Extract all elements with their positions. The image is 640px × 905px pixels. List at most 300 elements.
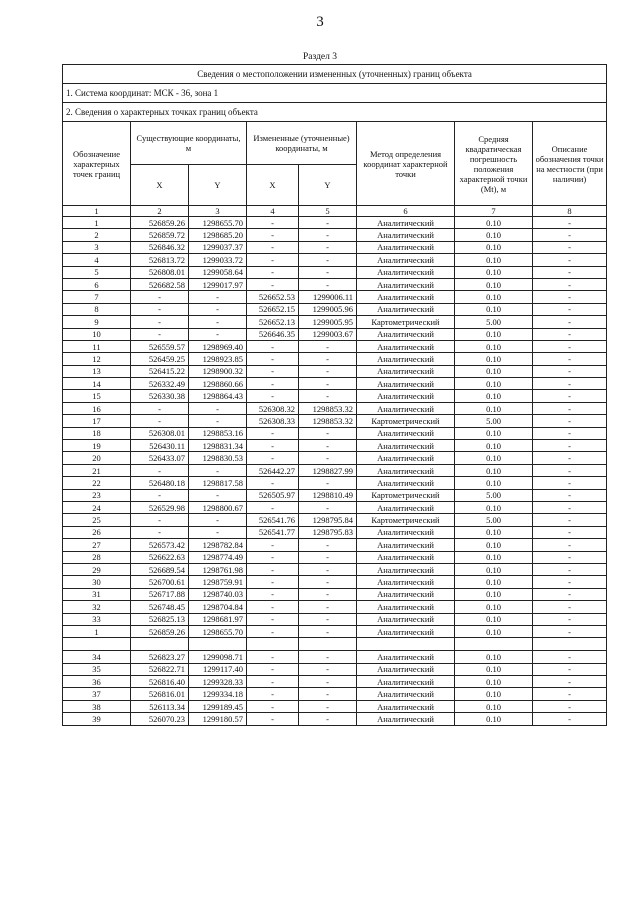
cell-method: Аналитический: [357, 551, 455, 563]
cell-description: -: [533, 688, 607, 700]
cell-description: -: [533, 291, 607, 303]
cell-changed-y: 1299006.11: [299, 291, 357, 303]
cell-method: Аналитический: [357, 328, 455, 340]
cell-changed-x: 526442.27: [247, 464, 299, 476]
cell-method: Аналитический: [357, 365, 455, 377]
cell-point-number: 15: [63, 390, 131, 402]
cell-error: 0.10: [455, 663, 533, 675]
column-number: 7: [455, 206, 533, 217]
cell-existing-y: 1298685.20: [189, 229, 247, 241]
table-row: [63, 588, 607, 600]
header-description: Описание обозначения точки на местности (при наличии): [533, 122, 607, 206]
cell-method: Аналитический: [357, 713, 455, 725]
cell-changed-y: -: [299, 266, 357, 278]
table-row: [63, 278, 607, 290]
cell-method: Аналитический: [357, 501, 455, 513]
cell-point-number: 16: [63, 402, 131, 414]
cell-point-number: 35: [63, 663, 131, 675]
cell-error: 0.10: [455, 651, 533, 663]
cell-description: -: [533, 477, 607, 489]
cell-existing-x: 526459.25: [131, 353, 189, 365]
cell-existing-y: 1298923.85: [189, 353, 247, 365]
cell-existing-x: -: [131, 514, 189, 526]
cell-point-number: 9: [63, 316, 131, 328]
cell-changed-y: 1298853.32: [299, 402, 357, 414]
cell-description: -: [533, 489, 607, 501]
cell-description: -: [533, 464, 607, 476]
empty-cell: [63, 638, 131, 651]
cell-error: 0.10: [455, 464, 533, 476]
cell-method: Аналитический: [357, 464, 455, 476]
table-row: [63, 713, 607, 725]
cell-changed-x: -: [247, 229, 299, 241]
cell-error: 0.10: [455, 563, 533, 575]
coordinate-system: 1. Система координат: МСК - 36, зона 1: [63, 84, 607, 103]
cell-changed-y: -: [299, 452, 357, 464]
cell-existing-y: 1299328.33: [189, 676, 247, 688]
cell-changed-x: -: [247, 266, 299, 278]
cell-changed-y: -: [299, 365, 357, 377]
table-row: [63, 254, 607, 266]
cell-changed-y: -: [299, 601, 357, 613]
cell-error: 0.10: [455, 452, 533, 464]
header-existing-coords: Существующие координаты, м: [131, 122, 247, 165]
cell-changed-y: -: [299, 713, 357, 725]
cell-description: -: [533, 415, 607, 427]
cell-method: Аналитический: [357, 576, 455, 588]
table-row: [63, 427, 607, 439]
cell-changed-y: -: [299, 551, 357, 563]
column-number: 6: [357, 206, 455, 217]
cell-changed-x: 526652.15: [247, 303, 299, 315]
cell-existing-y: 1299180.57: [189, 713, 247, 725]
header-changed-x: X: [247, 165, 299, 206]
cell-existing-y: -: [189, 464, 247, 476]
cell-error: 0.10: [455, 576, 533, 588]
cell-existing-x: 526816.40: [131, 676, 189, 688]
cell-description: -: [533, 651, 607, 663]
cell-point-number: 10: [63, 328, 131, 340]
cell-method: Аналитический: [357, 539, 455, 551]
cell-method: Картометрический: [357, 316, 455, 328]
cell-changed-y: -: [299, 440, 357, 452]
cell-point-number: 22: [63, 477, 131, 489]
cell-existing-x: 526113.34: [131, 700, 189, 712]
cell-description: -: [533, 700, 607, 712]
cell-description: -: [533, 378, 607, 390]
cell-changed-y: -: [299, 241, 357, 253]
cell-existing-x: 526825.13: [131, 613, 189, 625]
points-heading: 2. Сведения о характерных точках границ объекта: [63, 103, 607, 122]
cell-changed-y: -: [299, 501, 357, 513]
table-row: [63, 440, 607, 452]
cell-description: -: [533, 526, 607, 538]
cell-point-number: 28: [63, 551, 131, 563]
cell-existing-y: 1298853.16: [189, 427, 247, 439]
cell-error: 0.10: [455, 291, 533, 303]
cell-changed-x: -: [247, 378, 299, 390]
cell-existing-y: 1298774.49: [189, 551, 247, 563]
cell-changed-x: -: [247, 613, 299, 625]
cell-description: -: [533, 390, 607, 402]
cell-existing-y: 1299189.45: [189, 700, 247, 712]
cell-changed-x: -: [247, 278, 299, 290]
cell-method: Картометрический: [357, 514, 455, 526]
cell-method: Аналитический: [357, 452, 455, 464]
cell-changed-y: -: [299, 588, 357, 600]
cell-error: 0.10: [455, 526, 533, 538]
cell-existing-y: 1299117.40: [189, 663, 247, 675]
cell-changed-y: -: [299, 390, 357, 402]
cell-existing-y: 1299033.72: [189, 254, 247, 266]
cell-description: -: [533, 501, 607, 513]
empty-cell: [357, 638, 455, 651]
cell-method: Аналитический: [357, 241, 455, 253]
table-row: [63, 266, 607, 278]
cell-existing-x: 526480.18: [131, 477, 189, 489]
boundary-points-table: [62, 64, 607, 726]
table-row: [63, 663, 607, 675]
cell-error: 0.10: [455, 688, 533, 700]
cell-description: -: [533, 588, 607, 600]
cell-error: 0.10: [455, 676, 533, 688]
table-row: [63, 316, 607, 328]
cell-method: Аналитический: [357, 378, 455, 390]
cell-changed-y: -: [299, 278, 357, 290]
table-row: [63, 402, 607, 414]
table-caption: Сведения о местоположении измененных (уточненных) границ объекта: [63, 65, 607, 84]
cell-existing-y: 1298761.98: [189, 563, 247, 575]
cell-existing-y: 1298782.84: [189, 539, 247, 551]
cell-existing-x: 526308.01: [131, 427, 189, 439]
cell-error: 5.00: [455, 489, 533, 501]
cell-existing-x: 526823.27: [131, 651, 189, 663]
cell-existing-x: -: [131, 526, 189, 538]
table-row: [63, 526, 607, 538]
cell-changed-y: 1299005.96: [299, 303, 357, 315]
table-row: [63, 539, 607, 551]
cell-method: Аналитический: [357, 625, 455, 637]
cell-existing-x: 526415.22: [131, 365, 189, 377]
table-row: [63, 563, 607, 575]
cell-point-number: 3: [63, 241, 131, 253]
cell-existing-y: 1298740.03: [189, 588, 247, 600]
cell-existing-y: 1298830.53: [189, 452, 247, 464]
cell-error: 0.10: [455, 501, 533, 513]
empty-cell: [131, 638, 189, 651]
column-number-row: [63, 206, 607, 217]
cell-point-number: 8: [63, 303, 131, 315]
cell-existing-y: -: [189, 328, 247, 340]
cell-method: Аналитический: [357, 353, 455, 365]
cell-error: 0.10: [455, 217, 533, 229]
cell-changed-y: -: [299, 254, 357, 266]
cell-existing-y: -: [189, 415, 247, 427]
cell-method: Аналитический: [357, 563, 455, 575]
cell-method: Аналитический: [357, 340, 455, 352]
table-row: [63, 489, 607, 501]
cell-existing-y: 1298969.40: [189, 340, 247, 352]
cell-changed-x: -: [247, 663, 299, 675]
cell-existing-y: 1298900.32: [189, 365, 247, 377]
cell-point-number: 36: [63, 676, 131, 688]
cell-changed-y: -: [299, 353, 357, 365]
cell-changed-y: 1299005.95: [299, 316, 357, 328]
cell-existing-x: 526529.98: [131, 501, 189, 513]
cell-description: -: [533, 254, 607, 266]
cell-error: 0.10: [455, 390, 533, 402]
cell-method: Аналитический: [357, 700, 455, 712]
cell-point-number: 27: [63, 539, 131, 551]
cell-description: -: [533, 613, 607, 625]
cell-changed-y: -: [299, 613, 357, 625]
table-row: [63, 501, 607, 513]
cell-changed-x: -: [247, 340, 299, 352]
cell-point-number: 5: [63, 266, 131, 278]
cell-error: 0.10: [455, 588, 533, 600]
cell-description: -: [533, 427, 607, 439]
cell-method: Аналитический: [357, 229, 455, 241]
cell-method: Аналитический: [357, 676, 455, 688]
table-row: [63, 700, 607, 712]
cell-existing-x: 526573.42: [131, 539, 189, 551]
cell-error: 0.10: [455, 303, 533, 315]
cell-existing-x: -: [131, 316, 189, 328]
cell-changed-x: 526308.32: [247, 402, 299, 414]
cell-method: Аналитический: [357, 402, 455, 414]
cell-existing-y: 1298759.91: [189, 576, 247, 588]
cell-changed-x: 526652.53: [247, 291, 299, 303]
cell-existing-x: 526559.57: [131, 340, 189, 352]
cell-description: -: [533, 576, 607, 588]
cell-existing-y: -: [189, 291, 247, 303]
cell-error: 0.10: [455, 254, 533, 266]
cell-point-number: 1: [63, 217, 131, 229]
cell-description: -: [533, 601, 607, 613]
cell-description: -: [533, 340, 607, 352]
cell-error: 0.10: [455, 700, 533, 712]
cell-error: 0.10: [455, 601, 533, 613]
cell-description: -: [533, 278, 607, 290]
cell-existing-x: -: [131, 291, 189, 303]
cell-changed-y: -: [299, 563, 357, 575]
cell-point-number: 26: [63, 526, 131, 538]
cell-changed-x: -: [247, 390, 299, 402]
cell-existing-y: 1299037.37: [189, 241, 247, 253]
page-number: 3: [316, 14, 324, 30]
cell-existing-x: 526717.88: [131, 588, 189, 600]
cell-point-number: 13: [63, 365, 131, 377]
cell-existing-x: 526748.45: [131, 601, 189, 613]
column-number: 3: [189, 206, 247, 217]
header-existing-y: Y: [189, 165, 247, 206]
cell-changed-y: -: [299, 340, 357, 352]
cell-changed-x: -: [247, 241, 299, 253]
table-row: [63, 390, 607, 402]
column-number: 4: [247, 206, 299, 217]
cell-description: -: [533, 316, 607, 328]
cell-changed-y: -: [299, 378, 357, 390]
column-number: 1: [63, 206, 131, 217]
header-changed-coords: Измененные (уточненные) координаты, м: [247, 122, 357, 165]
empty-cell: [189, 638, 247, 651]
cell-existing-y: 1298655.70: [189, 625, 247, 637]
cell-point-number: 1: [63, 625, 131, 637]
cell-existing-x: 526330.38: [131, 390, 189, 402]
cell-error: 0.10: [455, 365, 533, 377]
cell-changed-y: 1298853.32: [299, 415, 357, 427]
cell-method: Аналитический: [357, 390, 455, 402]
cell-method: Картометрический: [357, 489, 455, 501]
cell-existing-x: 526433.07: [131, 452, 189, 464]
cell-method: Аналитический: [357, 588, 455, 600]
cell-description: -: [533, 303, 607, 315]
cell-existing-x: 526816.01: [131, 688, 189, 700]
cell-point-number: 24: [63, 501, 131, 513]
cell-method: Аналитический: [357, 663, 455, 675]
cell-method: Аналитический: [357, 440, 455, 452]
cell-description: -: [533, 266, 607, 278]
cell-existing-x: -: [131, 489, 189, 501]
cell-changed-y: -: [299, 700, 357, 712]
cell-existing-x: 526622.63: [131, 551, 189, 563]
cell-description: -: [533, 365, 607, 377]
cell-existing-y: 1299017.97: [189, 278, 247, 290]
cell-point-number: 23: [63, 489, 131, 501]
cell-changed-x: -: [247, 651, 299, 663]
cell-existing-y: 1298831.34: [189, 440, 247, 452]
cell-changed-y: 1298795.83: [299, 526, 357, 538]
cell-method: Аналитический: [357, 291, 455, 303]
cell-method: Аналитический: [357, 688, 455, 700]
cell-changed-x: -: [247, 625, 299, 637]
cell-error: 0.10: [455, 713, 533, 725]
cell-error: 0.10: [455, 340, 533, 352]
cell-method: Аналитический: [357, 278, 455, 290]
cell-changed-x: -: [247, 353, 299, 365]
table-row: [63, 651, 607, 663]
cell-error: 0.10: [455, 539, 533, 551]
header-changed-y: Y: [299, 165, 357, 206]
empty-cell: [533, 638, 607, 651]
cell-method: Аналитический: [357, 526, 455, 538]
cell-point-number: 33: [63, 613, 131, 625]
cell-error: 0.10: [455, 278, 533, 290]
table-row: [63, 676, 607, 688]
cell-changed-x: -: [247, 477, 299, 489]
cell-error: 0.10: [455, 229, 533, 241]
table-row: [63, 514, 607, 526]
cell-existing-x: 526822.71: [131, 663, 189, 675]
cell-method: Аналитический: [357, 613, 455, 625]
cell-changed-y: -: [299, 539, 357, 551]
table-row: [63, 303, 607, 315]
cell-existing-x: 526430.11: [131, 440, 189, 452]
cell-changed-x: -: [247, 539, 299, 551]
table-row: [63, 365, 607, 377]
cell-existing-x: 526700.61: [131, 576, 189, 588]
cell-changed-y: -: [299, 217, 357, 229]
cell-method: Картометрический: [357, 415, 455, 427]
cell-error: 0.10: [455, 625, 533, 637]
cell-existing-y: 1299058.64: [189, 266, 247, 278]
table-row: [63, 464, 607, 476]
cell-description: -: [533, 229, 607, 241]
table-row: [63, 378, 607, 390]
table-row: [63, 328, 607, 340]
table-row: [63, 601, 607, 613]
table-row: [63, 291, 607, 303]
cell-existing-y: 1298681.97: [189, 613, 247, 625]
cell-changed-x: 526541.76: [247, 514, 299, 526]
cell-description: -: [533, 625, 607, 637]
cell-changed-x: 526505.97: [247, 489, 299, 501]
cell-point-number: 11: [63, 340, 131, 352]
cell-method: Аналитический: [357, 217, 455, 229]
cell-changed-y: -: [299, 676, 357, 688]
cell-error: 0.10: [455, 440, 533, 452]
cell-point-number: 29: [63, 563, 131, 575]
cell-existing-x: 526813.72: [131, 254, 189, 266]
cell-point-number: 18: [63, 427, 131, 439]
cell-existing-y: -: [189, 489, 247, 501]
cell-point-number: 25: [63, 514, 131, 526]
cell-existing-y: 1298860.66: [189, 378, 247, 390]
empty-cell: [299, 638, 357, 651]
cell-changed-x: 526308.33: [247, 415, 299, 427]
table-row: [63, 551, 607, 563]
separator-row: [63, 638, 607, 651]
cell-description: -: [533, 241, 607, 253]
cell-description: -: [533, 217, 607, 229]
cell-error: 0.10: [455, 402, 533, 414]
section-title: Раздел 3: [303, 52, 337, 62]
cell-changed-y: 1299003.67: [299, 328, 357, 340]
cell-method: Аналитический: [357, 427, 455, 439]
cell-point-number: 6: [63, 278, 131, 290]
cell-error: 0.10: [455, 427, 533, 439]
cell-changed-y: -: [299, 576, 357, 588]
cell-existing-y: 1299334.18: [189, 688, 247, 700]
cell-existing-y: -: [189, 303, 247, 315]
cell-changed-y: 1298827.99: [299, 464, 357, 476]
cell-changed-y: -: [299, 625, 357, 637]
cell-existing-y: -: [189, 526, 247, 538]
cell-description: -: [533, 663, 607, 675]
cell-error: 0.10: [455, 378, 533, 390]
cell-changed-x: -: [247, 601, 299, 613]
cell-existing-y: 1298864.43: [189, 390, 247, 402]
table-row: [63, 688, 607, 700]
cell-changed-y: 1298795.84: [299, 514, 357, 526]
table-row: [63, 477, 607, 489]
cell-changed-x: 526541.77: [247, 526, 299, 538]
cell-description: -: [533, 563, 607, 575]
cell-existing-y: -: [189, 316, 247, 328]
cell-method: Аналитический: [357, 266, 455, 278]
cell-changed-y: -: [299, 651, 357, 663]
cell-changed-y: -: [299, 688, 357, 700]
cell-existing-x: -: [131, 303, 189, 315]
cell-error: 0.10: [455, 613, 533, 625]
cell-error: 5.00: [455, 415, 533, 427]
cell-changed-x: -: [247, 713, 299, 725]
cell-description: -: [533, 452, 607, 464]
cell-existing-x: -: [131, 402, 189, 414]
cell-existing-y: 1298800.67: [189, 501, 247, 513]
cell-description: -: [533, 551, 607, 563]
cell-point-number: 31: [63, 588, 131, 600]
